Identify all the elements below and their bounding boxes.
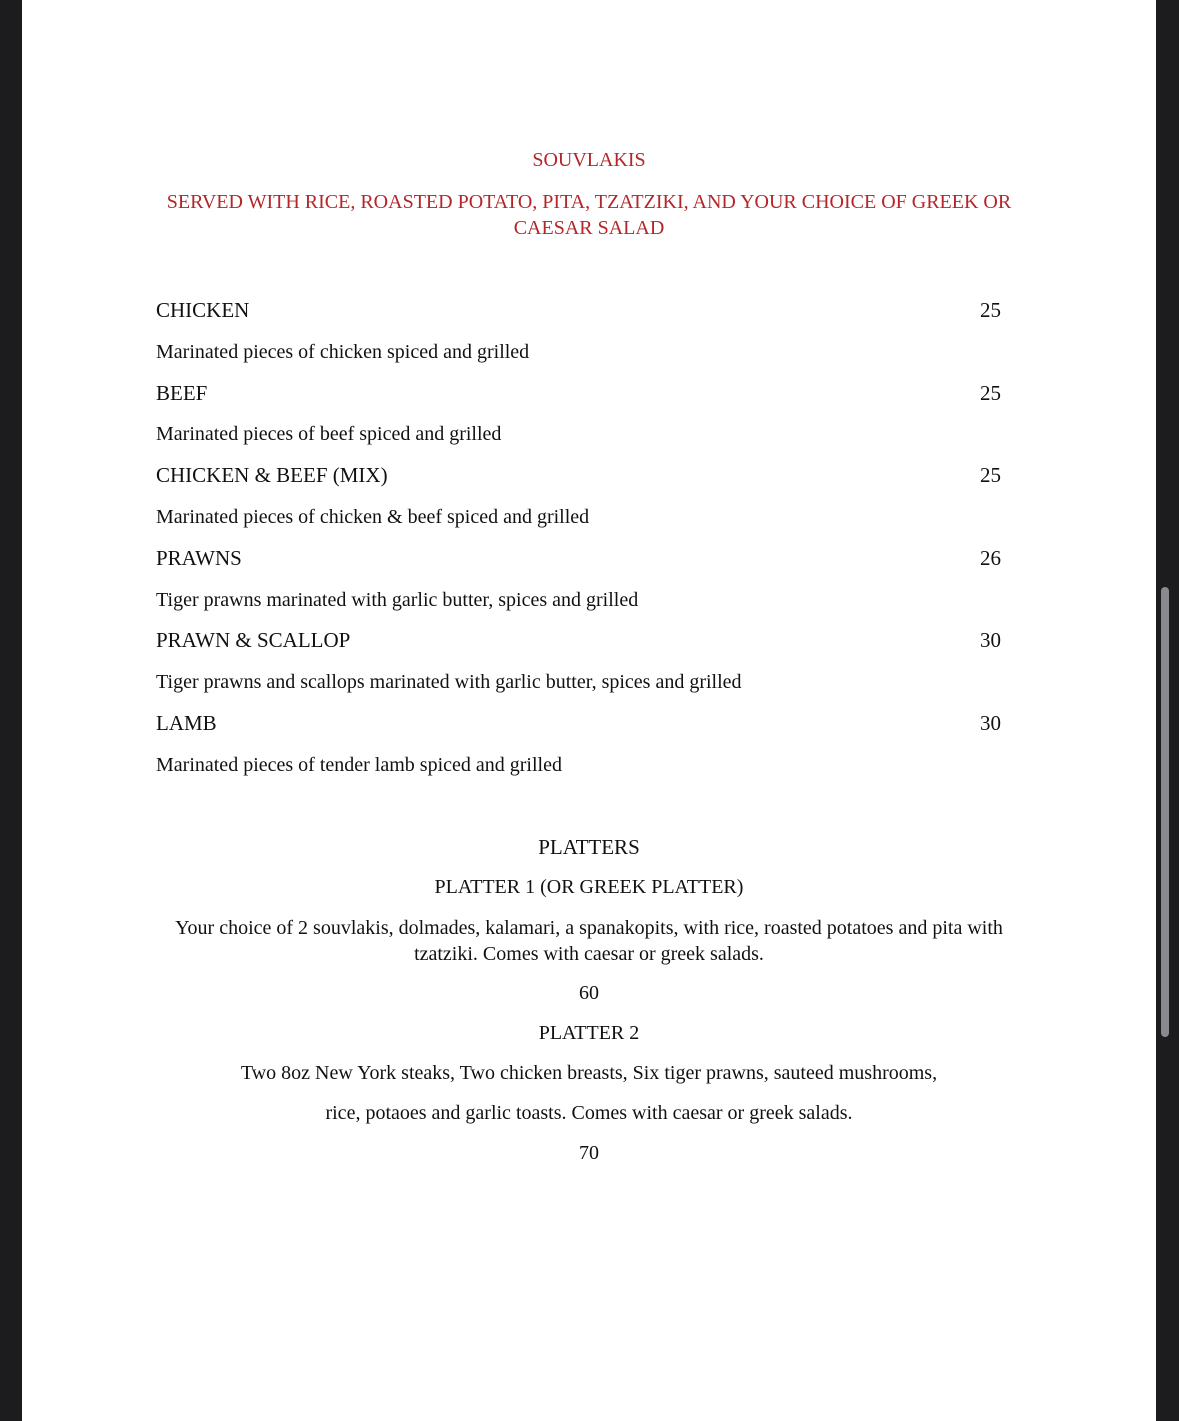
platter-1-description: Your choice of 2 souvlakis, dolmades, kalamari, a spanakopits, with rice, roasted potatoes and pita with tzatziki. Comes with caesar or greek salads. bbox=[175, 917, 1003, 965]
menu-item-name: BEEF bbox=[156, 381, 208, 405]
platter-2-name: PLATTER 2 bbox=[538, 1022, 640, 1044]
platter-1-price: 60 bbox=[579, 982, 599, 1004]
menu-item-price: 30 bbox=[980, 628, 1001, 652]
menu-item-description: Marinated pieces of tender lamb spiced and grilled bbox=[156, 754, 562, 776]
menu-item-name: PRAWNS bbox=[156, 546, 242, 570]
platter-2-description-line-1: Two 8oz New York steaks, Two chicken breasts, Six tiger prawns, sauteed mushrooms, bbox=[240, 1062, 938, 1084]
menu-item-name: LAMB bbox=[156, 711, 217, 735]
menu-item-price: 26 bbox=[980, 546, 1001, 570]
menu-item-name: CHICKEN & BEEF (MIX) bbox=[156, 463, 388, 487]
menu-item-price: 25 bbox=[980, 298, 1001, 322]
souvlakis-title: SOUVLAKIS bbox=[532, 149, 646, 171]
souvlakis-subtitle: SERVED WITH RICE, ROASTED POTATO, PITA, TZATZIKI, AND YOUR CHOICE OF GREEK OR CAESAR SALAD bbox=[166, 191, 1012, 239]
menu-item-description: Marinated pieces of chicken spiced and grilled bbox=[156, 341, 530, 363]
menu-item-price: 25 bbox=[980, 381, 1001, 405]
menu-item-description: Tiger prawns marinated with garlic butter, spices and grilled bbox=[156, 589, 639, 611]
platter-2-description-line-2: rice, potaoes and garlic toasts. Comes with caesar or greek salads. bbox=[325, 1102, 853, 1124]
menu-item-description: Tiger prawns and scallops marinated with garlic butter, spices and grilled bbox=[156, 671, 742, 693]
menu-item-name: PRAWN & SCALLOP bbox=[156, 628, 351, 652]
menu-item-price: 25 bbox=[980, 463, 1001, 487]
menu-item-name: CHICKEN bbox=[156, 298, 250, 322]
menu-item-description: Marinated pieces of beef spiced and grilled bbox=[156, 423, 502, 445]
vertical-scrollbar[interactable] bbox=[1161, 587, 1169, 1037]
platters-title: PLATTERS bbox=[538, 835, 640, 859]
menu-page bbox=[22, 0, 1156, 1421]
platter-1-name: PLATTER 1 (OR GREEK PLATTER) bbox=[434, 876, 744, 898]
menu-item-price: 30 bbox=[980, 711, 1001, 735]
platter-2-price: 70 bbox=[579, 1142, 599, 1164]
menu-item-description: Marinated pieces of chicken & beef spiced and grilled bbox=[156, 506, 590, 528]
